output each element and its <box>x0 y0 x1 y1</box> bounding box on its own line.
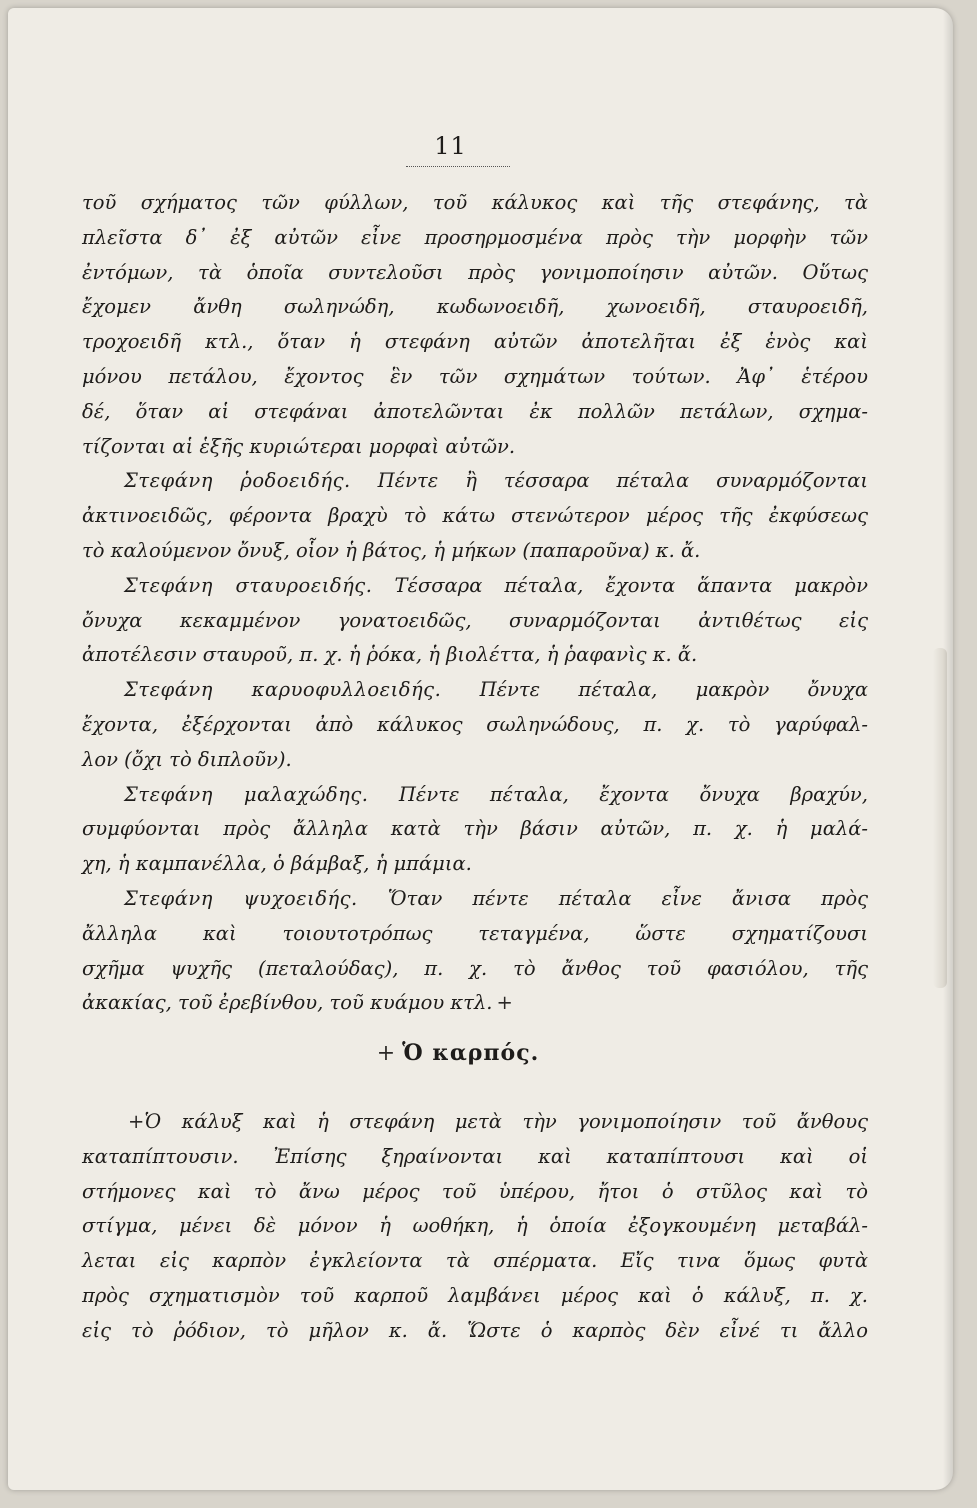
text-line <box>82 569 868 604</box>
line-text: στίγμα, μένει δὲ μόνον ἡ ωοθήκη, ἡ ὁποία ἐξογκουμένη μεταβάλ- <box>82 1214 868 1238</box>
text-line <box>82 986 868 1021</box>
text-line <box>82 186 868 221</box>
text-line <box>82 1314 868 1349</box>
text-line <box>82 464 868 499</box>
page-number: 11 <box>434 132 467 160</box>
line-text: εἰς τὸ ῥόδιον, τὸ μῆλον κ. ἄ. Ὥστε ὁ καρπὸς δὲν εἶνέ τι ἄλλο <box>82 1318 868 1342</box>
text-line <box>82 290 868 325</box>
text-block-top <box>82 186 868 1021</box>
line-text: ἄλληλα καὶ τοιουτοτρόπως τεταγμένα, ὥστε σχηματίζουσι <box>82 921 868 945</box>
line-text: Τέσσαρα πέταλα, ἔχοντα ἅπαντα μακρὸν <box>394 573 868 597</box>
text-line <box>82 638 868 673</box>
line-text: ἔχομεν ἄνθη σωληνώδη, κωδωνοειδῆ, χωνοειδῆ, σταυροειδῆ, <box>82 295 868 319</box>
term-heading: Στεφάνη ψυχοειδής. <box>124 886 358 910</box>
line-text: πλεῖστα δ᾽ ἐξ αὐτῶν εἶνε προσηρμοσμένα πρὸς τὴν μορφὴν τῶν <box>82 225 868 249</box>
text-line <box>82 812 868 847</box>
term-heading: Στεφάνη μαλαχώδης. <box>124 782 369 806</box>
line-text: πρὸς σχηματισμὸν τοῦ καρποῦ λαμβάνει μέρος καὶ ὁ κάλυξ, π. χ. <box>82 1283 868 1307</box>
handwritten-cross-mark: + <box>496 991 513 1015</box>
text-line <box>82 256 868 291</box>
line-text: Πέντε πέταλα, ἔχοντα ὄνυχα βραχύν, <box>398 782 868 806</box>
text-line <box>82 952 868 987</box>
section-heading-text: Ὁ καρπός. <box>402 1040 540 1066</box>
text-line <box>82 1279 868 1314</box>
line-text: ἔχοντα, ἐξέρχονται ἀπὸ κάλυκος σωληνώδους, π. χ. τὸ γαρύφαλ- <box>82 712 868 736</box>
line-text: ἐντόμων, τὰ ὁποῖα συντελοῦσι πρὸς γονιμοποίησιν αὐτῶν. Οὕτως <box>82 260 868 284</box>
page-number-rule <box>406 166 510 167</box>
line-text: ὄνυχα κεκαμμένον γονατοειδῶς, συναρμόζονται ἀντιθέτως εἰς <box>82 608 868 632</box>
line-text: δέ, ὅταν αἱ στεφάναι ἀποτελῶνται ἐκ πολλῶν πετάλων, σχημα- <box>82 399 868 423</box>
line-text: μόνου πετάλου, ἔχοντος ἓν τῶν σχημάτων τούτων. Ἀφ᾽ ἑτέρου <box>82 364 868 388</box>
page-edge-stain <box>933 648 947 988</box>
line-text: στήμονες καὶ τὸ ἄνω μέρος τοῦ ὑπέρου, ἤτοι ὁ στῦλος καὶ τὸ <box>82 1179 868 1203</box>
line-text: λον (ὄχι τὸ διπλοῦν). <box>82 747 292 771</box>
text-line <box>82 360 868 395</box>
text-line <box>82 708 868 743</box>
line-text: σχῆμα ψυχῆς (πεταλούδας), π. χ. τὸ ἄνθος τοῦ φασιόλου, τῆς <box>82 956 868 980</box>
text-line <box>82 430 868 465</box>
text-line <box>82 847 868 882</box>
line-text: ἀκακίας, τοῦ ἐρεβίνθου, τοῦ κυάμου κτλ. <box>82 991 493 1015</box>
text-line <box>82 325 868 360</box>
text-line <box>82 1209 868 1244</box>
line-text: τοῦ σχήματος τῶν φύλλων, τοῦ κάλυκος καὶ τῆς στεφάνης, τὰ <box>82 191 868 214</box>
line-text: λεται εἰς καρπὸν ἐγκλείοντα τὰ σπέρματα. Εἴς τινα ὅμως φυτὰ <box>82 1249 868 1273</box>
line-text: ἀποτέλεσιν σταυροῦ, π. χ. ἡ ῥόκα, ἡ βιολέττα, ἡ ῥαφανὶς κ. ἄ. <box>82 643 698 667</box>
text-line <box>82 882 868 917</box>
text-line <box>82 1175 868 1210</box>
term-heading: Στεφάνη σταυροειδής. <box>124 573 373 597</box>
line-text: Πέντε ἢ τέσσαρα πέταλα συναρμόζονται <box>377 469 869 493</box>
line-text: Ὅταν πέντε πέταλα εἶνε ἄνισα πρὸς <box>387 886 868 910</box>
text-line <box>82 673 868 708</box>
text-line <box>82 499 868 534</box>
line-text: Πέντε πέταλα, μακρὸν ὄνυχα <box>479 678 868 702</box>
text-line <box>82 395 868 430</box>
text-line <box>82 534 868 569</box>
text-line <box>82 1140 868 1175</box>
text-line <box>82 917 868 952</box>
text-line <box>82 221 868 256</box>
line-text: καταπίπτουσιν. Ἐπίσης ξηραίνονται καὶ καταπίπτουσι καὶ οἱ <box>82 1144 868 1168</box>
section-heading <box>8 1040 908 1066</box>
text-line <box>82 604 868 639</box>
text-line <box>82 743 868 778</box>
line-text: τὸ καλούμενον ὄνυξ, οἷον ἡ βάτος, ἡ μήκων (παπαροῦνα) κ. ἄ. <box>82 538 701 562</box>
term-heading: Στεφάνη καρυοφυλλοειδής. <box>124 678 442 702</box>
text-line <box>82 778 868 813</box>
line-text: ἀκτινοειδῶς, φέροντα βραχὺ τὸ κάτω στενώτερον μέρος τῆς ἐκφύσεως <box>82 504 868 528</box>
line-text: συμφύονται πρὸς ἄλληλα κατὰ τὴν βάσιν αὐτῶν, π. χ. ἡ μαλά- <box>82 817 868 841</box>
text-line <box>82 1244 868 1279</box>
text-block-bottom <box>82 1105 868 1349</box>
line-text: τίζονται αἱ ἑξῆς κυριώτεραι μορφαὶ αὐτῶν. <box>82 434 516 458</box>
line-text: χη, ἡ καμπανέλλα, ὁ βάμβαξ, ἡ μπάμια. <box>82 852 472 876</box>
text-line <box>82 1105 868 1140</box>
handwritten-cross-mark: + <box>128 1110 145 1133</box>
line-text: Ὁ κάλυξ καὶ ἡ στεφάνη μετὰ τὴν γονιμοποίησιν τοῦ ἄνθους <box>144 1110 868 1133</box>
line-text: τροχοειδῆ κτλ., ὅταν ἡ στεφάνη αὐτῶν ἀποτελῆται ἐξ ἑνὸς καὶ <box>82 330 868 354</box>
document-page <box>8 8 953 1490</box>
term-heading: Στεφάνη ῥοδοειδής. <box>124 469 351 493</box>
handwritten-cross-mark: + <box>376 1041 397 1066</box>
